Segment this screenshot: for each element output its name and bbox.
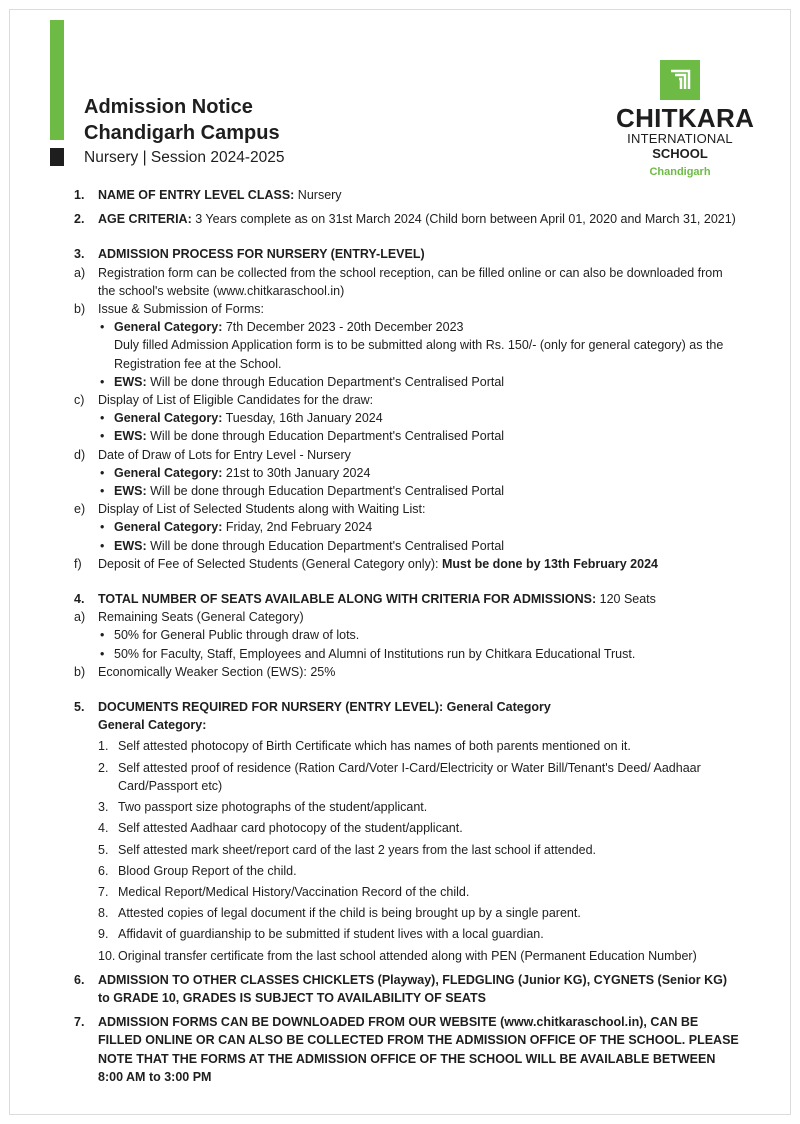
bullet-item bbox=[74, 318, 742, 336]
document-number: 2. bbox=[98, 760, 109, 775]
page-title: Admission Notice bbox=[84, 96, 253, 118]
documents-subheading: General Category: bbox=[98, 718, 207, 733]
bullet-text: Will be done through Education Department's Centralised Portal bbox=[146, 429, 505, 444]
bullet-icon: • bbox=[100, 646, 105, 661]
logo-school: SCHOOL bbox=[652, 146, 708, 161]
item-letter: d) bbox=[74, 447, 86, 462]
bullet-label: General Category: bbox=[114, 520, 223, 535]
bullet-text: Will be done through Education Department's Centralised Portal bbox=[146, 484, 505, 499]
list-item bbox=[74, 663, 742, 681]
campus-title: Chandigarh Campus bbox=[84, 122, 280, 144]
bullet-item bbox=[74, 537, 742, 555]
bullet-text: 21st to 30th January 2024 bbox=[222, 465, 371, 480]
bullet-label: EWS: bbox=[114, 374, 147, 389]
item-text: Issue & Submission of Forms: bbox=[98, 302, 265, 317]
bullet-item bbox=[74, 409, 742, 427]
list-item bbox=[74, 300, 742, 318]
section-text: 3 Years complete as on 31st March 2024 (Child born between April 01, 2020 and March 31, 2021) bbox=[191, 212, 736, 227]
document-text: Original transfer certificate from the last school attended along with PEN (Permanent Education Number) bbox=[118, 948, 697, 963]
logo-name: CHITKARA bbox=[616, 103, 755, 133]
item-letter: e) bbox=[74, 502, 86, 517]
bullet-note: Duly filled Admission Application form is to be submitted along with Rs. 150/- (only for general category) as the Registration fee at the School. bbox=[114, 338, 724, 371]
item-letter: c) bbox=[74, 393, 85, 408]
accent-square bbox=[50, 148, 64, 166]
document-text: Self attested Aadhaar card photocopy of the student/applicant. bbox=[118, 821, 463, 836]
bullet-item bbox=[74, 464, 742, 482]
list-item bbox=[74, 608, 742, 626]
bullet-icon: • bbox=[100, 374, 105, 389]
document-number: 8. bbox=[98, 906, 109, 921]
bullet-label: EWS: bbox=[114, 484, 147, 499]
section-3 bbox=[74, 245, 742, 263]
document-text: Blood Group Report of the child. bbox=[118, 863, 297, 878]
fee-deadline: Must be done by 13th February 2024 bbox=[441, 556, 658, 571]
section-7 bbox=[74, 1013, 742, 1086]
item-letter: f) bbox=[74, 556, 82, 571]
bullet-label: General Category: bbox=[114, 411, 223, 426]
section-1 bbox=[74, 186, 742, 204]
bullet-label: General Category: bbox=[114, 320, 223, 335]
document-item bbox=[74, 904, 742, 922]
notice-content bbox=[74, 186, 742, 1086]
document-number: 7. bbox=[98, 884, 109, 899]
bullet-text: 50% for General Public through draw of lots. bbox=[114, 628, 360, 643]
accent-bar bbox=[50, 20, 64, 140]
document-text: Self attested mark sheet/report card of the last 2 years from the last school if attended. bbox=[118, 842, 597, 857]
title-block bbox=[84, 94, 284, 169]
document-item bbox=[74, 798, 742, 816]
bullet-text: 50% for Faculty, Staff, Employees and Alumni of Institutions run by Chitkara Educational Trust. bbox=[114, 646, 636, 661]
item-text: Remaining Seats (General Category) bbox=[98, 610, 304, 625]
section-4 bbox=[74, 590, 742, 608]
document-number: 5. bbox=[98, 842, 109, 857]
session-subtitle: Nursery | Session 2024-2025 bbox=[84, 149, 285, 166]
section-heading: NAME OF ENTRY LEVEL CLASS: bbox=[98, 188, 295, 202]
bullet-icon: • bbox=[100, 465, 105, 480]
document-number: 6. bbox=[98, 863, 109, 878]
item-letter: a) bbox=[74, 265, 86, 280]
item-text: Deposit of Fee of Selected Students (General Category only): bbox=[98, 556, 442, 571]
section-number: 2. bbox=[74, 212, 85, 227]
document-number: 1. bbox=[98, 739, 109, 754]
section-heading: AGE CRITERIA: bbox=[98, 212, 192, 227]
document-item bbox=[74, 862, 742, 880]
item-text: Date of Draw of Lots for Entry Level - Nursery bbox=[98, 447, 351, 462]
section-number: 3. bbox=[74, 247, 85, 262]
item-text: Display of List of Selected Students along with Waiting List: bbox=[98, 502, 426, 517]
document-item bbox=[74, 841, 742, 859]
list-item bbox=[74, 264, 742, 300]
bullet-icon: • bbox=[100, 520, 105, 535]
logo-mark-icon bbox=[660, 60, 700, 100]
document-number: 9. bbox=[98, 927, 109, 942]
bullet-icon: • bbox=[100, 538, 105, 553]
item-letter: a) bbox=[74, 610, 86, 625]
section-text: Nursery bbox=[294, 188, 342, 202]
document-item bbox=[74, 925, 742, 943]
document-text: Medical Report/Medical History/Vaccination Record of the child. bbox=[118, 884, 470, 899]
item-text: Economically Weaker Section (EWS): 25% bbox=[98, 664, 336, 679]
document-text: Affidavit of guardianship to be submitted if student lives with a local guardian. bbox=[118, 927, 544, 942]
bullet-item bbox=[74, 373, 742, 391]
section-heading: ADMISSION FORMS CAN BE DOWNLOADED FROM OUR WEBSITE (www.chitkaraschool.in), CAN BE FILLED ONLINE OR CAN ALSO BE COLLECTED FROM THE ADMISSION OFFICE OF THE SCHOOL. PLEASE NOTE THAT THE FORMS AT THE ADMISSION OFFICE OF THE SCHOOL WILL BE AVAILABLE BETWEEN 8:00 AM to 3:00 PM bbox=[98, 1015, 739, 1084]
list-item bbox=[74, 500, 742, 518]
section-number: 6. bbox=[74, 972, 85, 987]
document-text: Two passport size photographs of the student/applicant. bbox=[118, 800, 428, 815]
bullet-item bbox=[74, 427, 742, 445]
list-item bbox=[74, 391, 742, 409]
bullet-icon: • bbox=[100, 411, 105, 426]
section-heading: TOTAL NUMBER OF SEATS AVAILABLE ALONG WITH CRITERIA FOR ADMISSIONS: bbox=[98, 592, 597, 607]
bullet-text: Tuesday, 16th January 2024 bbox=[222, 411, 383, 426]
list-item bbox=[74, 446, 742, 464]
document-item bbox=[74, 947, 742, 965]
bullet-icon: • bbox=[100, 320, 105, 335]
school-logo bbox=[616, 60, 755, 179]
section-text: 120 Seats bbox=[596, 592, 656, 607]
list-item bbox=[74, 555, 742, 573]
bullet-text: Will be done through Education Department's Centralised Portal bbox=[146, 374, 505, 389]
document-number: 4. bbox=[98, 821, 109, 836]
item-text: Display of List of Eligible Candidates for the draw: bbox=[98, 393, 374, 408]
section-2 bbox=[74, 210, 742, 228]
section-heading: ADMISSION PROCESS FOR NURSERY (ENTRY-LEVEL) bbox=[98, 247, 425, 262]
item-text: Registration form can be collected from the school reception, can be filled online or can also be downloaded from the school's website (www.chitkaraschool.in) bbox=[98, 265, 723, 298]
document-number: 3. bbox=[98, 800, 109, 815]
bullet-item bbox=[74, 482, 742, 500]
document-item bbox=[74, 759, 742, 795]
document-text: Self attested proof of residence (Ration Card/Voter I-Card/Electricity or Water Bill/Tenant's Deed/ Aadhaar Card/Passport etc) bbox=[118, 760, 701, 793]
item-letter: b) bbox=[74, 664, 86, 679]
section-number: 1. bbox=[74, 188, 85, 202]
section-6 bbox=[74, 971, 742, 1007]
bullet-item bbox=[74, 645, 742, 663]
bullet-text: 7th December 2023 - 20th December 2023 bbox=[222, 320, 464, 335]
bullet-label: EWS: bbox=[114, 538, 147, 553]
logo-international: INTERNATIONAL bbox=[627, 131, 733, 146]
section-number: 7. bbox=[74, 1015, 85, 1030]
bullet-icon: • bbox=[100, 484, 105, 499]
document-item bbox=[74, 737, 742, 755]
logo-city: Chandigarh bbox=[649, 166, 711, 178]
document-item bbox=[74, 819, 742, 837]
document-text: Self attested photocopy of Birth Certificate which has names of both parents mentioned on it. bbox=[118, 739, 631, 754]
document-text: Attested copies of legal document if the child is being brought up by a single parent. bbox=[118, 906, 581, 921]
bullet-text: Will be done through Education Department's Centralised Portal bbox=[146, 538, 505, 553]
bullet-label: EWS: bbox=[114, 429, 147, 444]
item-letter: b) bbox=[74, 302, 86, 317]
document-item bbox=[74, 883, 742, 901]
section-5 bbox=[74, 698, 742, 716]
bullet-item bbox=[74, 626, 742, 644]
bullet-icon: • bbox=[100, 628, 105, 643]
section-heading: ADMISSION TO OTHER CLASSES CHICKLETS (Playway), FLEDGLING (Junior KG), CYGNETS (Senior KG) to GRADE 10, GRADES IS SUBJECT TO AVAILABILITY OF SEATS bbox=[98, 972, 727, 1005]
section-number: 4. bbox=[74, 592, 85, 607]
bullet-item bbox=[74, 518, 742, 536]
bullet-label: General Category: bbox=[114, 465, 223, 480]
bullet-text: Friday, 2nd February 2024 bbox=[222, 520, 373, 535]
section-number: 5. bbox=[74, 700, 85, 715]
section-heading: DOCUMENTS REQUIRED FOR NURSERY (ENTRY LEVEL): General Category bbox=[98, 700, 551, 715]
bullet-icon: • bbox=[100, 429, 105, 444]
document-number: 10. bbox=[98, 948, 116, 963]
